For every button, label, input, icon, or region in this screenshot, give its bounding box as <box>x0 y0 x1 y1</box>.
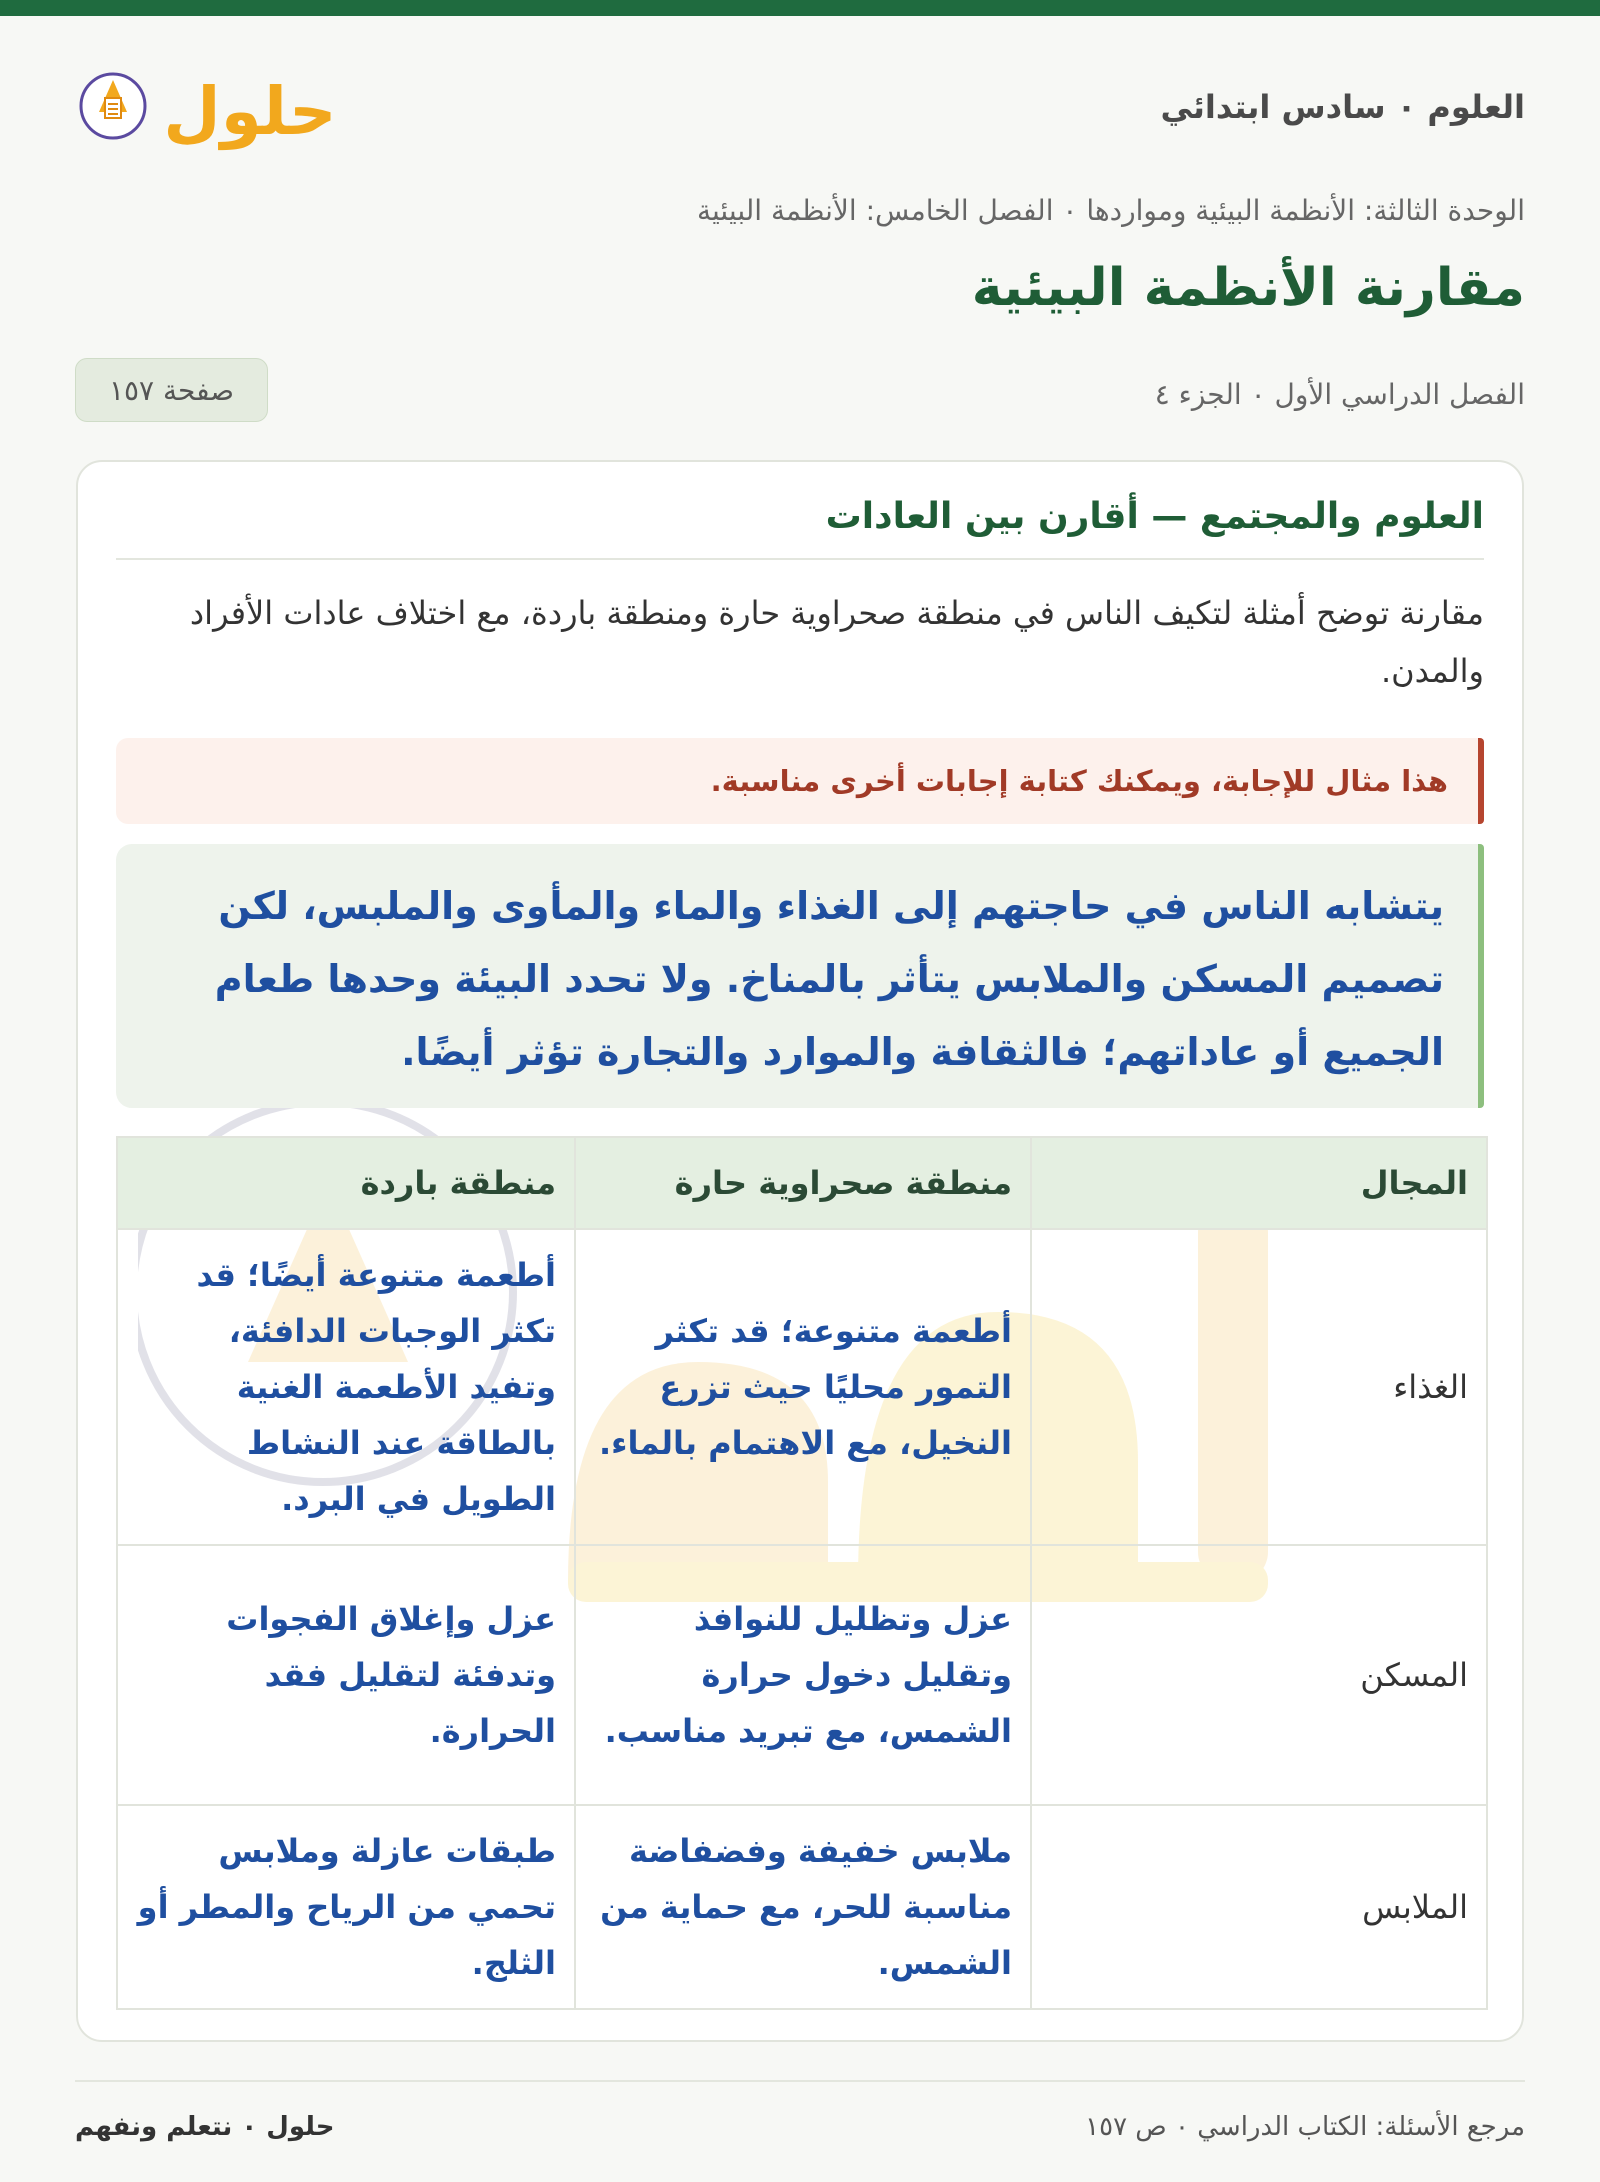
cold-answer: أطعمة متنوعة أيضًا؛ قد تكثر الوجبات الدافئة، وتفيد الأطعمة الغنية بالطاقة عند النشاط الطويل في البرد. <box>117 1229 575 1545</box>
hot-answer: ملابس خفيفة وفضفاضة مناسبة للحر، مع حماية من الشمس. <box>575 1805 1031 2009</box>
logo-text: حلول <box>163 73 335 150</box>
table-row <box>117 1545 1487 1805</box>
page-header <box>75 50 1525 170</box>
hulul-logo[interactable] <box>75 50 335 160</box>
section-divider <box>116 558 1484 560</box>
top-accent-bar <box>0 0 1600 16</box>
summary-callout: يتشابه الناس في حاجتهم إلى الغذاء والماء والمأوى والملبس، لكن تصميم المسكن والملابس يتأثر بالمناخ. ولا تحدد البيئة وحدها طعام الجميع أو عاداتهم؛ فالثقافة والموارد والتجارة تؤثر أيضًا. <box>116 844 1484 1108</box>
table-row <box>117 1805 1487 2009</box>
cold-answer: عزل وإغلاق الفجوات وتدفئة لتقليل فقد الحرارة. <box>117 1545 575 1805</box>
answer-note <box>116 738 1484 824</box>
section-title: العلوم والمجتمع — أقارن بين العادات <box>825 496 1484 537</box>
section-intro: مقارنة توضح أمثلة لتكيف الناس في منطقة صحراوية حارة ومنطقة باردة، مع اختلاف عادات الأفراد والمدن. <box>189 594 1484 690</box>
footer-brand: حلول ٠ نتعلم ونفهم <box>75 2112 335 2142</box>
term-part: الفصل الدراسي الأول ٠ الجزء ٤ <box>1154 378 1525 411</box>
hot-answer: أطعمة متنوعة؛ قد تكثر التمور محليًا حيث تزرع النخيل، مع الاهتمام بالماء. <box>575 1229 1031 1545</box>
hot-answer: عزل وتظليل للنوافذ وتقليل دخول حرارة الشمس، مع تبريد مناسب. <box>575 1545 1031 1805</box>
table-row <box>117 1229 1487 1545</box>
breadcrumb: الوحدة الثالثة: الأنظمة البيئية ومواردها ٠ الفصل الخامس: الأنظمة البيئية <box>696 194 1525 227</box>
header-cold-region: منطقة باردة <box>117 1137 575 1229</box>
row-field: الغذاء <box>1031 1229 1487 1545</box>
row-field: الملابس <box>1031 1805 1487 2009</box>
footer-divider <box>75 2080 1525 2082</box>
page-number-badge: صفحة ١٥٧ <box>75 358 268 422</box>
footer-reference: مرجع الأسئلة: الكتاب الدراسي ٠ ص ١٥٧ <box>1085 2112 1525 2142</box>
lesson-card <box>76 460 1524 2042</box>
header-field: المجال <box>1031 1137 1487 1229</box>
cold-answer: طبقات عازلة وملابس تحمي من الرياح والمطر أو الثلج. <box>117 1805 575 2009</box>
answer-note-text: هذا مثال للإجابة، ويمكنك كتابة إجابات أخرى مناسبة. <box>710 764 1448 798</box>
header-hot-desert: منطقة صحراوية حارة <box>575 1137 1031 1229</box>
table-header-row <box>117 1137 1487 1229</box>
row-field: المسكن <box>1031 1545 1487 1805</box>
subject-grade: العلوم ٠ سادس ابتدائي <box>1160 88 1525 126</box>
page-title: مقارنة الأنظمة البيئية <box>971 258 1525 318</box>
comparison-table <box>116 1136 1488 2010</box>
